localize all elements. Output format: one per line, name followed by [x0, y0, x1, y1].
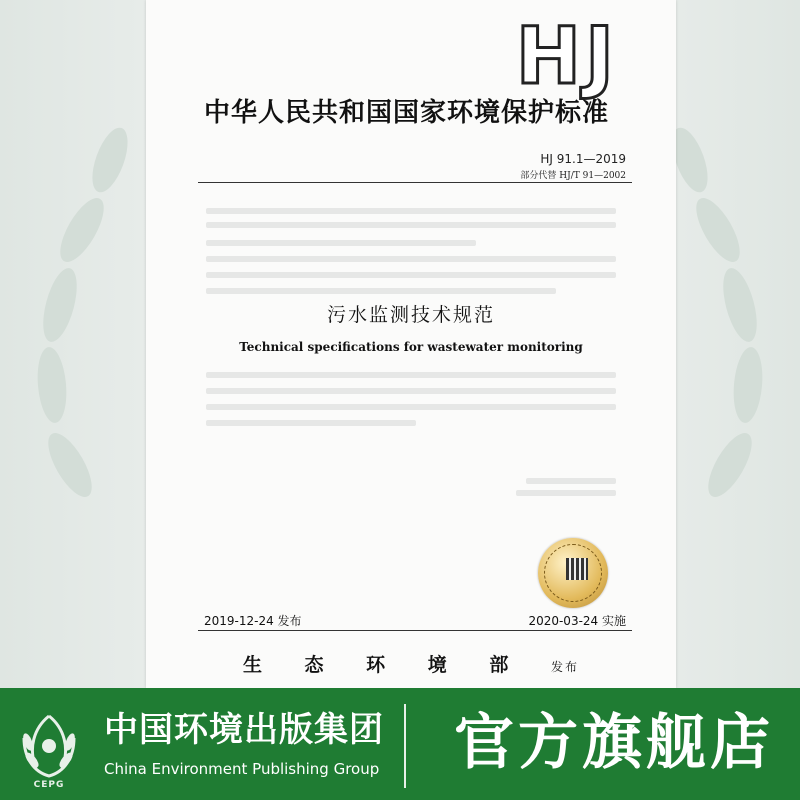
show-through-text-line	[206, 256, 616, 262]
standard-title-en: Technical specifications for wastewater monitoring	[239, 340, 583, 354]
footer-divider	[404, 704, 406, 788]
hj-series-mark: HJ	[515, 12, 618, 102]
show-through-text-line	[206, 388, 616, 394]
show-through-text-line	[206, 272, 616, 278]
show-through-text-line	[206, 372, 616, 378]
logo-caption: CEPG	[33, 780, 65, 790]
publisher-line	[146, 650, 676, 677]
bottom-divider	[198, 630, 632, 631]
anti-counterfeit-seal	[538, 538, 608, 608]
show-through-text-line	[206, 222, 616, 228]
show-through-text-line	[516, 490, 616, 496]
publisher-brand-cn: 中国环境出版集团	[104, 710, 384, 750]
show-through-text-line	[206, 288, 556, 294]
agency-title: 中华人民共和国国家环境保护标准	[204, 98, 610, 128]
publisher-suffix: 发布	[551, 660, 580, 674]
publisher-brand-en: China Environment Publishing Group	[104, 760, 380, 778]
show-through-text-line	[206, 420, 416, 426]
show-through-text-line	[206, 404, 616, 410]
official-store-label: 官方旗舰店	[454, 708, 774, 778]
qr-code-icon	[566, 558, 588, 580]
standard-cover	[146, 0, 676, 688]
standard-code-block	[520, 152, 626, 181]
cepg-logo-icon	[14, 708, 84, 788]
standard-title-cn: 污水监测技术规范	[326, 304, 495, 326]
standard-code: HJ 91.1—2019	[540, 152, 626, 166]
replaces-note: 部分代替 HJ/T 91—2002	[520, 171, 626, 181]
left-wreath-decoration	[0, 120, 140, 540]
show-through-text-line	[206, 240, 476, 246]
issue-date: 2019-12-24 发布	[204, 614, 302, 628]
effective-date: 2020-03-24 实施	[528, 614, 626, 628]
show-through-text-line	[526, 478, 616, 484]
publisher-name: 生 态 环 境 部	[242, 654, 527, 676]
right-wreath-decoration	[660, 120, 800, 540]
top-divider	[198, 182, 632, 183]
show-through-text-line	[206, 208, 616, 214]
